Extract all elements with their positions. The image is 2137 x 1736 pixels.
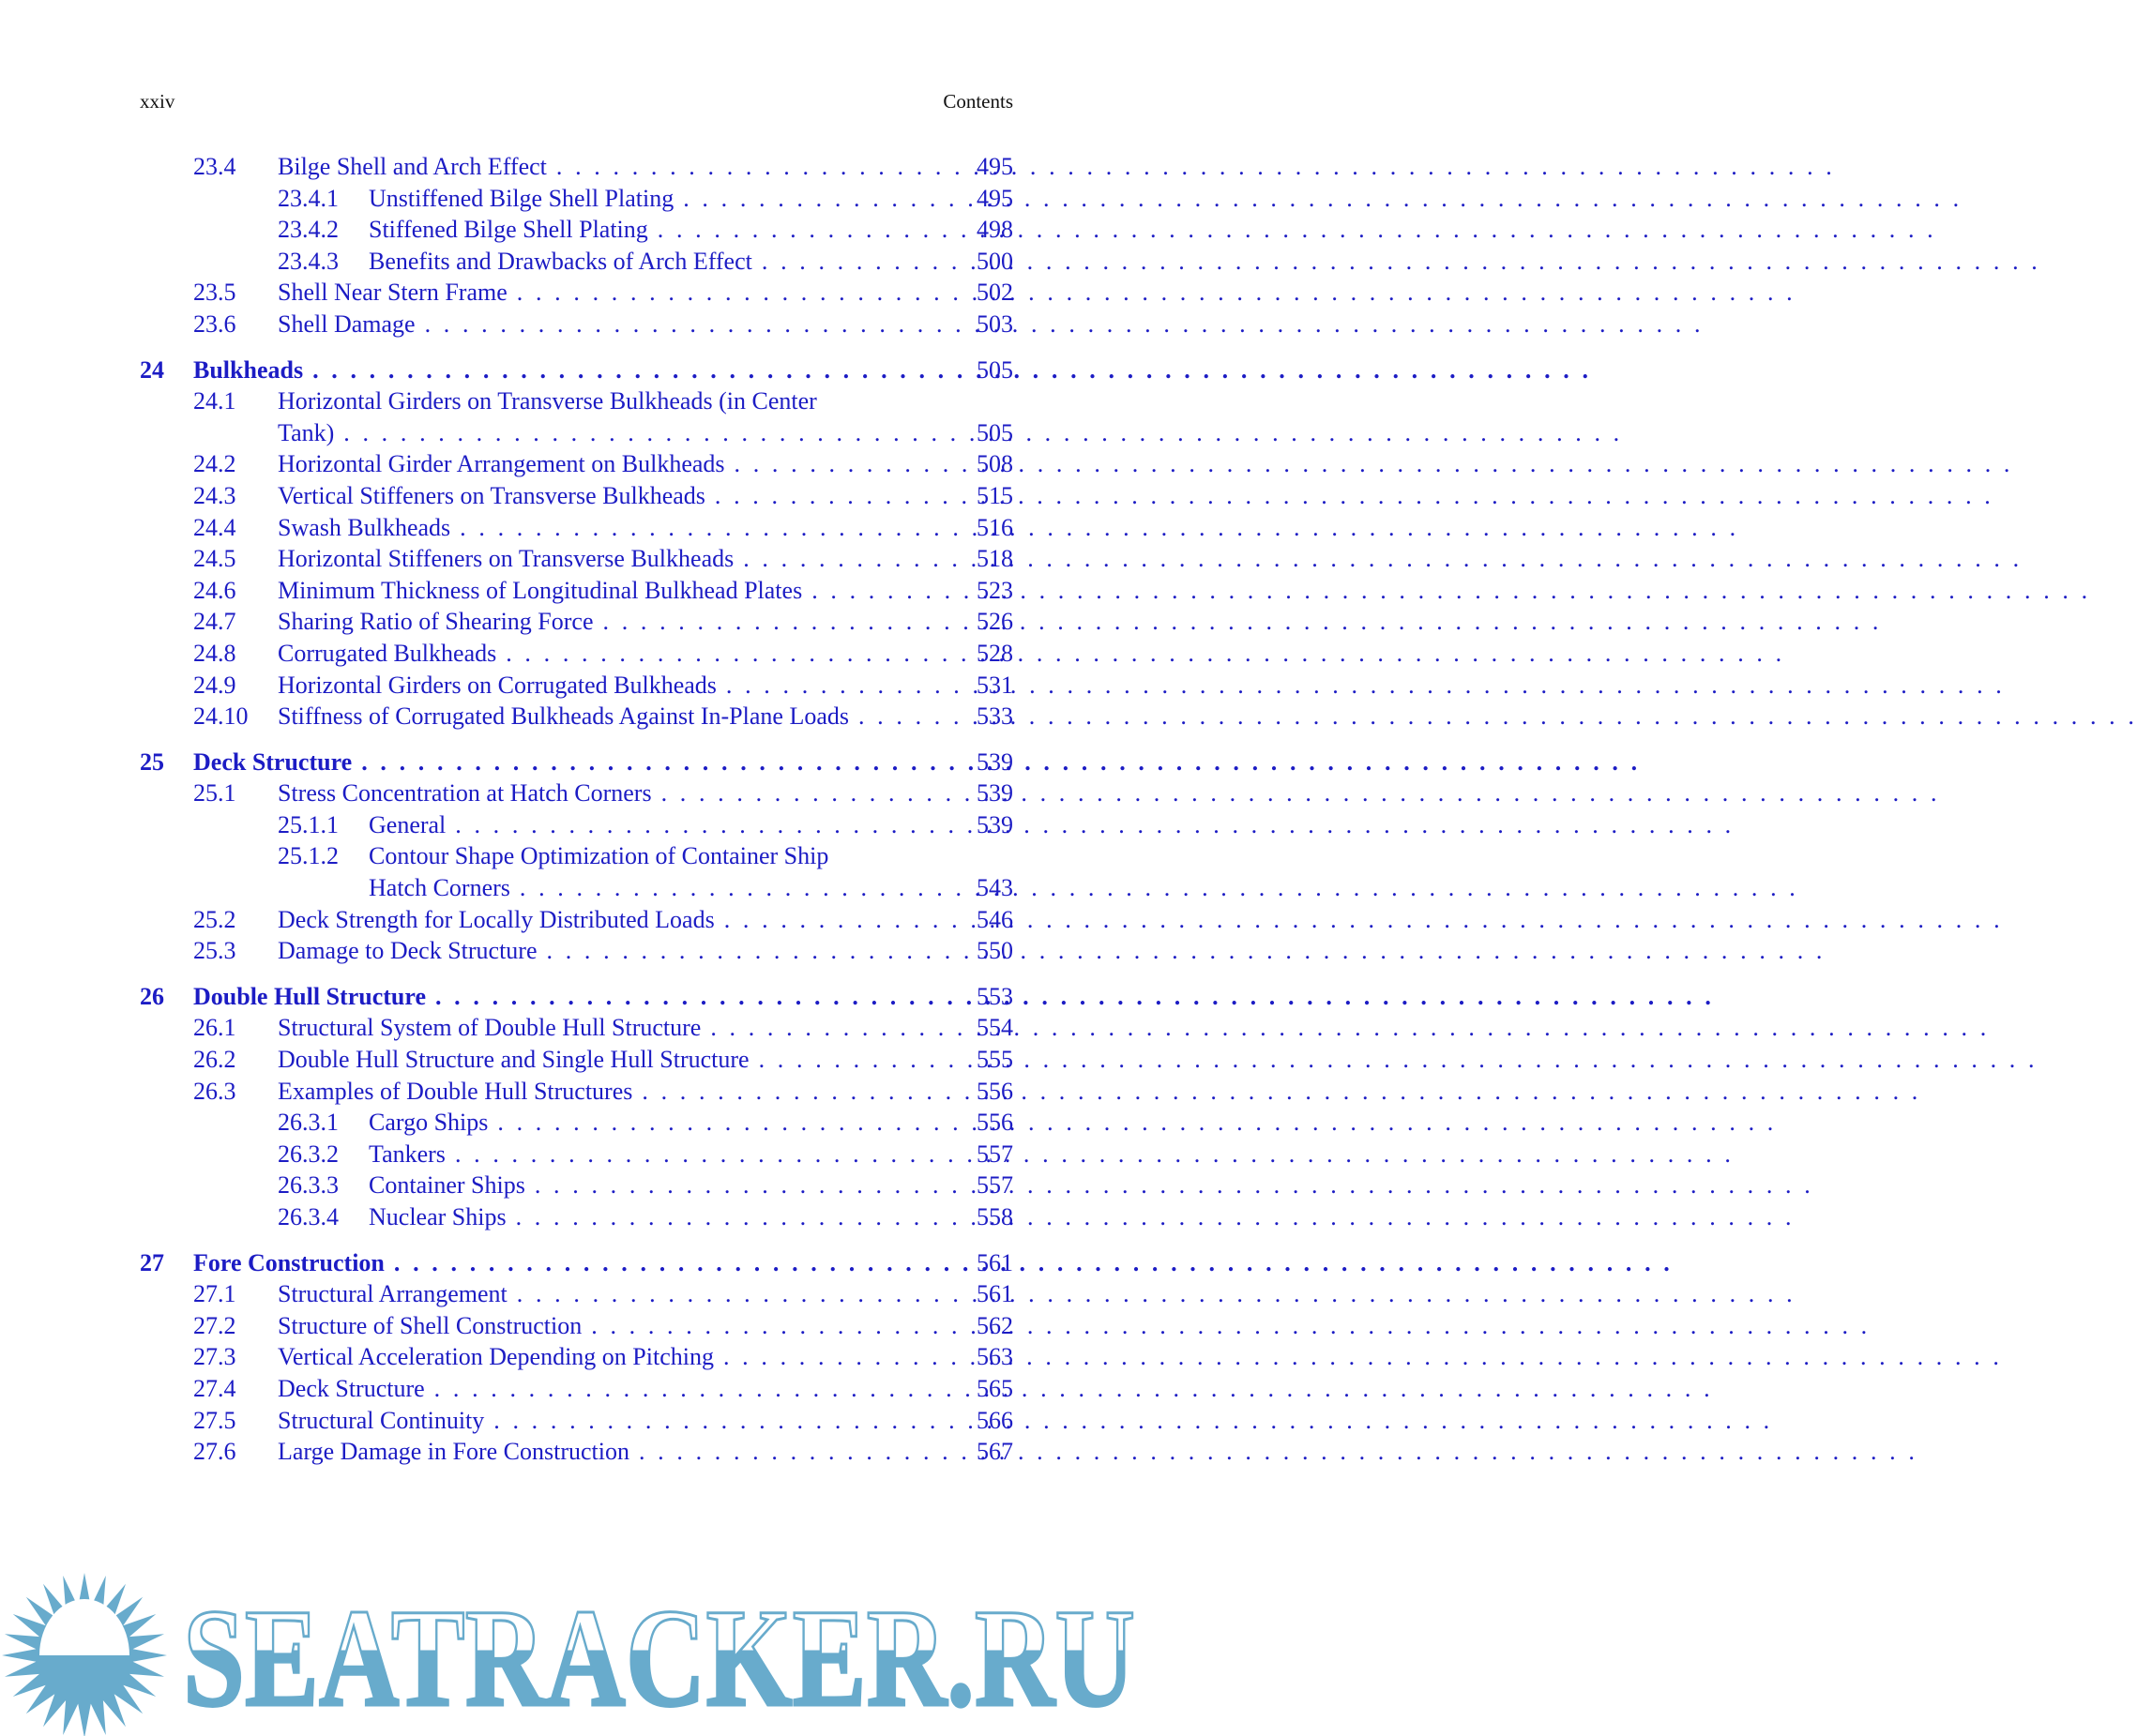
- entry-number: 25.1.2: [278, 842, 339, 870]
- table-of-contents: [140, 151, 1013, 1468]
- toc-section-entry[interactable]: [140, 385, 1013, 417]
- entry-page-number[interactable]: 523: [977, 576, 1013, 604]
- entry-number: 27.1: [193, 1280, 236, 1308]
- dot-leader: [743, 543, 2023, 575]
- toc-chapter-entry[interactable]: [140, 355, 1013, 386]
- entry-title[interactable]: Horizontal Girder Arrangement on Bulkheads: [278, 448, 735, 480]
- toc-section-entry[interactable]: [140, 1012, 1013, 1044]
- toc-section-entry[interactable]: [140, 1044, 1013, 1076]
- entry-title[interactable]: Fore Construction: [193, 1247, 394, 1279]
- entry-title[interactable]: Double Hull Structure: [193, 981, 435, 1013]
- entry-number: 24.9: [193, 671, 236, 699]
- entry-title[interactable]: Structural Arrangement: [278, 1278, 517, 1310]
- entry-title[interactable]: Shell Near Stern Frame: [278, 277, 517, 309]
- entry-page-number[interactable]: 503: [977, 309, 1013, 338]
- entry-number: 26.3: [193, 1077, 236, 1105]
- entry-title[interactable]: Double Hull Structure and Single Hull Structure: [278, 1044, 759, 1076]
- toc-section-entry[interactable]: [140, 1436, 1013, 1468]
- toc-section-entry[interactable]: [140, 670, 1013, 702]
- entry-title[interactable]: Vertical Acceleration Depending on Pitching: [278, 1341, 723, 1373]
- entry-number: 24.6: [193, 576, 236, 604]
- entry-title[interactable]: Hatch Corners: [369, 872, 520, 904]
- entry-title[interactable]: Vertical Stiffeners on Transverse Bulkheads: [278, 480, 715, 512]
- entry-number: 23.4: [193, 153, 236, 180]
- dot-leader: [520, 872, 1799, 904]
- entry-number: 25.2: [193, 905, 236, 933]
- dot-leader: [497, 1107, 1777, 1139]
- dot-leader: [858, 701, 2137, 732]
- entry-page-number[interactable]: 515: [977, 481, 1013, 509]
- entry-title[interactable]: Large Damage in Fore Construction: [278, 1436, 639, 1468]
- entry-page-number[interactable]: 495: [977, 184, 1013, 212]
- entry-number: 26.3.4: [278, 1203, 339, 1230]
- entry-title[interactable]: Container Ships: [369, 1170, 535, 1201]
- dot-leader: [517, 277, 1796, 309]
- toc-section-entry[interactable]: [140, 214, 1013, 246]
- entry-page-number[interactable]: 543: [977, 874, 1013, 902]
- entry-page-number[interactable]: 500: [977, 247, 1013, 275]
- entry-number: 24.10: [193, 702, 249, 731]
- entry-title[interactable]: Stiffened Bilge Shell Plating: [369, 214, 658, 246]
- entry-title[interactable]: Sharing Ratio of Shearing Force: [278, 606, 603, 638]
- toc-section-entry[interactable]: [140, 1139, 1013, 1170]
- dot-leader: [642, 1076, 1921, 1108]
- dot-leader: [735, 448, 2014, 480]
- entry-title[interactable]: Damage to Deck Structure: [278, 935, 547, 967]
- toc-section-entry[interactable]: [140, 1341, 1013, 1373]
- entry-title[interactable]: Bulkheads: [193, 355, 312, 386]
- dot-leader: [556, 151, 1836, 183]
- entry-page-number[interactable]: 516: [977, 513, 1013, 541]
- toc-section-entry[interactable]: [140, 1076, 1013, 1108]
- toc-section-entry[interactable]: [140, 809, 1013, 841]
- entry-number: 26.3.1: [278, 1109, 339, 1137]
- entry-page-number[interactable]: 556: [977, 1077, 1013, 1105]
- toc-chapter-entry[interactable]: [140, 1247, 1013, 1279]
- sun-icon: [2, 1573, 167, 1736]
- entry-page-number[interactable]: 550: [977, 937, 1013, 965]
- entry-number: 23.6: [193, 309, 236, 338]
- dot-leader: [723, 1341, 2003, 1373]
- entry-title[interactable]: Bilge Shell and Arch Effect: [278, 151, 556, 183]
- entry-number: 26.1: [193, 1014, 236, 1042]
- toc-section-entry[interactable]: [140, 309, 1013, 340]
- entry-title[interactable]: Benefits and Drawbacks of Arch Effect: [369, 246, 762, 278]
- entry-number: 24.7: [193, 608, 236, 636]
- entry-number: 24.8: [193, 639, 236, 667]
- watermark-text: SEATRACKER.RU: [183, 1580, 1135, 1736]
- entry-number: 27.5: [193, 1406, 236, 1434]
- entry-title[interactable]: Horizontal Stiffeners on Transverse Bulkheads: [278, 543, 743, 575]
- entry-page-number[interactable]: 565: [977, 1374, 1013, 1402]
- dot-leader: [506, 638, 1785, 670]
- dot-leader: [435, 981, 1715, 1013]
- toc-section-entry[interactable]: [140, 1310, 1013, 1342]
- entry-page-number[interactable]: 539: [977, 747, 1013, 776]
- entry-number: 24.5: [193, 545, 236, 573]
- entry-page-number[interactable]: 562: [977, 1311, 1013, 1339]
- toc-section-entry[interactable]: [140, 701, 1013, 732]
- entry-number: 27: [140, 1248, 164, 1276]
- entry-page-number[interactable]: 563: [977, 1343, 1013, 1371]
- toc-section-entry[interactable]: [140, 1405, 1013, 1437]
- toc-section-entry[interactable]: [140, 543, 1013, 575]
- dot-leader: [762, 246, 2041, 278]
- dot-leader: [312, 355, 1592, 386]
- dot-leader: [726, 670, 2006, 702]
- dot-leader: [493, 1405, 1773, 1437]
- entry-page-number[interactable]: 539: [977, 810, 1013, 838]
- entry-title[interactable]: Minimum Thickness of Longitudinal Bulkhead Plates: [278, 575, 811, 607]
- toc-section-entry[interactable]: [140, 417, 1013, 449]
- entry-page-number[interactable]: 556: [977, 1109, 1013, 1137]
- dot-leader: [591, 1310, 1871, 1342]
- entry-number: 26.3.3: [278, 1171, 339, 1200]
- dot-leader: [394, 1247, 1674, 1279]
- toc-section-entry[interactable]: [140, 904, 1013, 936]
- entry-page-number[interactable]: 553: [977, 982, 1013, 1010]
- entry-title[interactable]: Shell Damage: [278, 309, 425, 340]
- entry-title[interactable]: Deck Structure: [278, 1373, 434, 1405]
- entry-page-number[interactable]: 508: [977, 450, 1013, 478]
- toc-section-entry[interactable]: [140, 246, 1013, 278]
- entry-number: 26.2: [193, 1046, 236, 1074]
- toc-section-entry[interactable]: [140, 935, 1013, 967]
- dot-leader: [759, 1044, 2038, 1076]
- entry-title[interactable]: Horizontal Girders on Transverse Bulkheads (in Center: [278, 385, 826, 417]
- entry-number: 26: [140, 982, 164, 1010]
- dot-leader: [710, 1012, 1990, 1044]
- running-title: Contents: [943, 90, 1013, 113]
- toc-section-entry[interactable]: [140, 1278, 1013, 1310]
- entry-number: 24.2: [193, 450, 236, 478]
- toc-section-entry[interactable]: [140, 840, 1013, 872]
- entry-number: 26.3.2: [278, 1140, 339, 1168]
- toc-chapter-entry[interactable]: [140, 981, 1013, 1013]
- dot-leader: [603, 606, 1883, 638]
- entry-page-number[interactable]: 555: [977, 1046, 1013, 1074]
- entry-title[interactable]: Structural Continuity: [278, 1405, 493, 1437]
- dot-leader: [658, 214, 1937, 246]
- entry-title[interactable]: Corrugated Bulkheads: [278, 638, 506, 670]
- dot-leader: [434, 1373, 1714, 1405]
- entry-number: 25: [140, 747, 164, 776]
- dot-leader: [455, 1139, 1735, 1170]
- entry-number: 24.3: [193, 481, 236, 509]
- entry-page-number[interactable]: 546: [977, 905, 1013, 933]
- entry-page-number[interactable]: 557: [977, 1140, 1013, 1168]
- dot-leader: [535, 1170, 1814, 1201]
- entry-page-number[interactable]: 561: [977, 1248, 1013, 1276]
- dot-leader: [425, 309, 1705, 340]
- dot-leader: [517, 1278, 1796, 1310]
- dot-leader: [661, 777, 1941, 809]
- entry-number: 23.4.3: [278, 247, 339, 275]
- dot-leader: [343, 417, 1623, 449]
- toc-chapter-entry[interactable]: [140, 747, 1013, 778]
- dot-leader: [361, 747, 1641, 778]
- entry-number: 24.4: [193, 513, 236, 541]
- entry-number: 24: [140, 355, 164, 384]
- entry-number: 27.2: [193, 1311, 236, 1339]
- entry-page-number[interactable]: 505: [977, 418, 1013, 446]
- toc-section-entry[interactable]: [140, 1170, 1013, 1201]
- entry-number: 23.4.2: [278, 216, 339, 244]
- toc-section-entry[interactable]: [140, 151, 1013, 183]
- dot-leader: [516, 1201, 1796, 1233]
- entry-title[interactable]: General: [369, 809, 455, 841]
- page-number: xxiv: [140, 90, 175, 113]
- entry-title[interactable]: Unstiffened Bilge Shell Plating: [369, 183, 683, 215]
- entry-page-number[interactable]: 554: [977, 1014, 1013, 1042]
- dot-leader: [639, 1436, 1918, 1468]
- toc-section-entry[interactable]: [140, 575, 1013, 607]
- entry-number: 24.1: [193, 387, 236, 415]
- entry-page-number[interactable]: 498: [977, 216, 1013, 244]
- dot-leader: [547, 935, 1826, 967]
- toc-section-entry[interactable]: [140, 638, 1013, 670]
- entry-title[interactable]: Deck Structure: [193, 747, 361, 778]
- entry-number: 27.3: [193, 1343, 236, 1371]
- entry-title[interactable]: Swash Bulkheads: [278, 512, 460, 544]
- toc-section-entry[interactable]: [140, 448, 1013, 480]
- entry-title[interactable]: Tankers: [369, 1139, 455, 1170]
- toc-section-entry[interactable]: [140, 1201, 1013, 1233]
- dot-leader: [460, 512, 1739, 544]
- entry-number: 23.4.1: [278, 184, 339, 212]
- dot-leader: [724, 904, 2004, 936]
- entry-title[interactable]: Stress Concentration at Hatch Corners: [278, 777, 661, 809]
- entry-number: 23.5: [193, 279, 236, 307]
- entry-number: 25.1.1: [278, 810, 339, 838]
- entry-title[interactable]: Nuclear Ships: [369, 1201, 516, 1233]
- entry-title[interactable]: Structural System of Double Hull Structure: [278, 1012, 710, 1044]
- entry-page-number[interactable]: 526: [977, 608, 1013, 636]
- toc-section-entry[interactable]: [140, 1373, 1013, 1405]
- entry-number: 25.3: [193, 937, 236, 965]
- entry-title[interactable]: Deck Strength for Locally Distributed Loads: [278, 904, 724, 936]
- toc-section-entry[interactable]: [140, 183, 1013, 215]
- entry-page-number[interactable]: 531: [977, 671, 1013, 699]
- entry-page-number[interactable]: 566: [977, 1406, 1013, 1434]
- watermark-logo: [0, 1580, 1145, 1736]
- toc-section-entry[interactable]: [140, 872, 1013, 904]
- entry-number: 25.1: [193, 779, 236, 808]
- toc-section-entry[interactable]: [140, 777, 1013, 809]
- entry-title[interactable]: Tank): [278, 417, 343, 449]
- dot-leader: [683, 183, 1963, 215]
- entry-page-number[interactable]: 505: [977, 355, 1013, 384]
- entry-page-number[interactable]: 502: [977, 279, 1013, 307]
- toc-section-entry[interactable]: [140, 277, 1013, 309]
- dot-leader: [715, 480, 1994, 512]
- entry-number: 27.4: [193, 1374, 236, 1402]
- dot-leader: [811, 575, 2091, 607]
- entry-title[interactable]: Stiffness of Corrugated Bulkheads Against In-Plane Loads: [278, 701, 858, 732]
- entry-page-number[interactable]: 539: [977, 779, 1013, 808]
- entry-title[interactable]: Structure of Shell Construction: [278, 1310, 591, 1342]
- entry-title[interactable]: Horizontal Girders on Corrugated Bulkheads: [278, 670, 726, 702]
- entry-page-number[interactable]: 561: [977, 1280, 1013, 1308]
- entry-page-number[interactable]: 558: [977, 1203, 1013, 1230]
- toc-section-entry[interactable]: [140, 606, 1013, 638]
- entry-page-number[interactable]: 533: [977, 702, 1013, 731]
- toc-section-entry[interactable]: [140, 480, 1013, 512]
- toc-section-entry[interactable]: [140, 512, 1013, 544]
- dot-leader: [455, 809, 1735, 841]
- entry-title[interactable]: Cargo Ships: [369, 1107, 497, 1139]
- entry-page-number[interactable]: 528: [977, 639, 1013, 667]
- entry-number: 27.6: [193, 1438, 236, 1466]
- entry-page-number[interactable]: 518: [977, 545, 1013, 573]
- entry-title[interactable]: Contour Shape Optimization of Container Ship: [369, 840, 838, 872]
- entry-page-number[interactable]: 567: [977, 1438, 1013, 1466]
- entry-page-number[interactable]: 495: [977, 153, 1013, 180]
- toc-section-entry[interactable]: [140, 1107, 1013, 1139]
- entry-title[interactable]: Examples of Double Hull Structures: [278, 1076, 642, 1108]
- entry-page-number[interactable]: 557: [977, 1171, 1013, 1200]
